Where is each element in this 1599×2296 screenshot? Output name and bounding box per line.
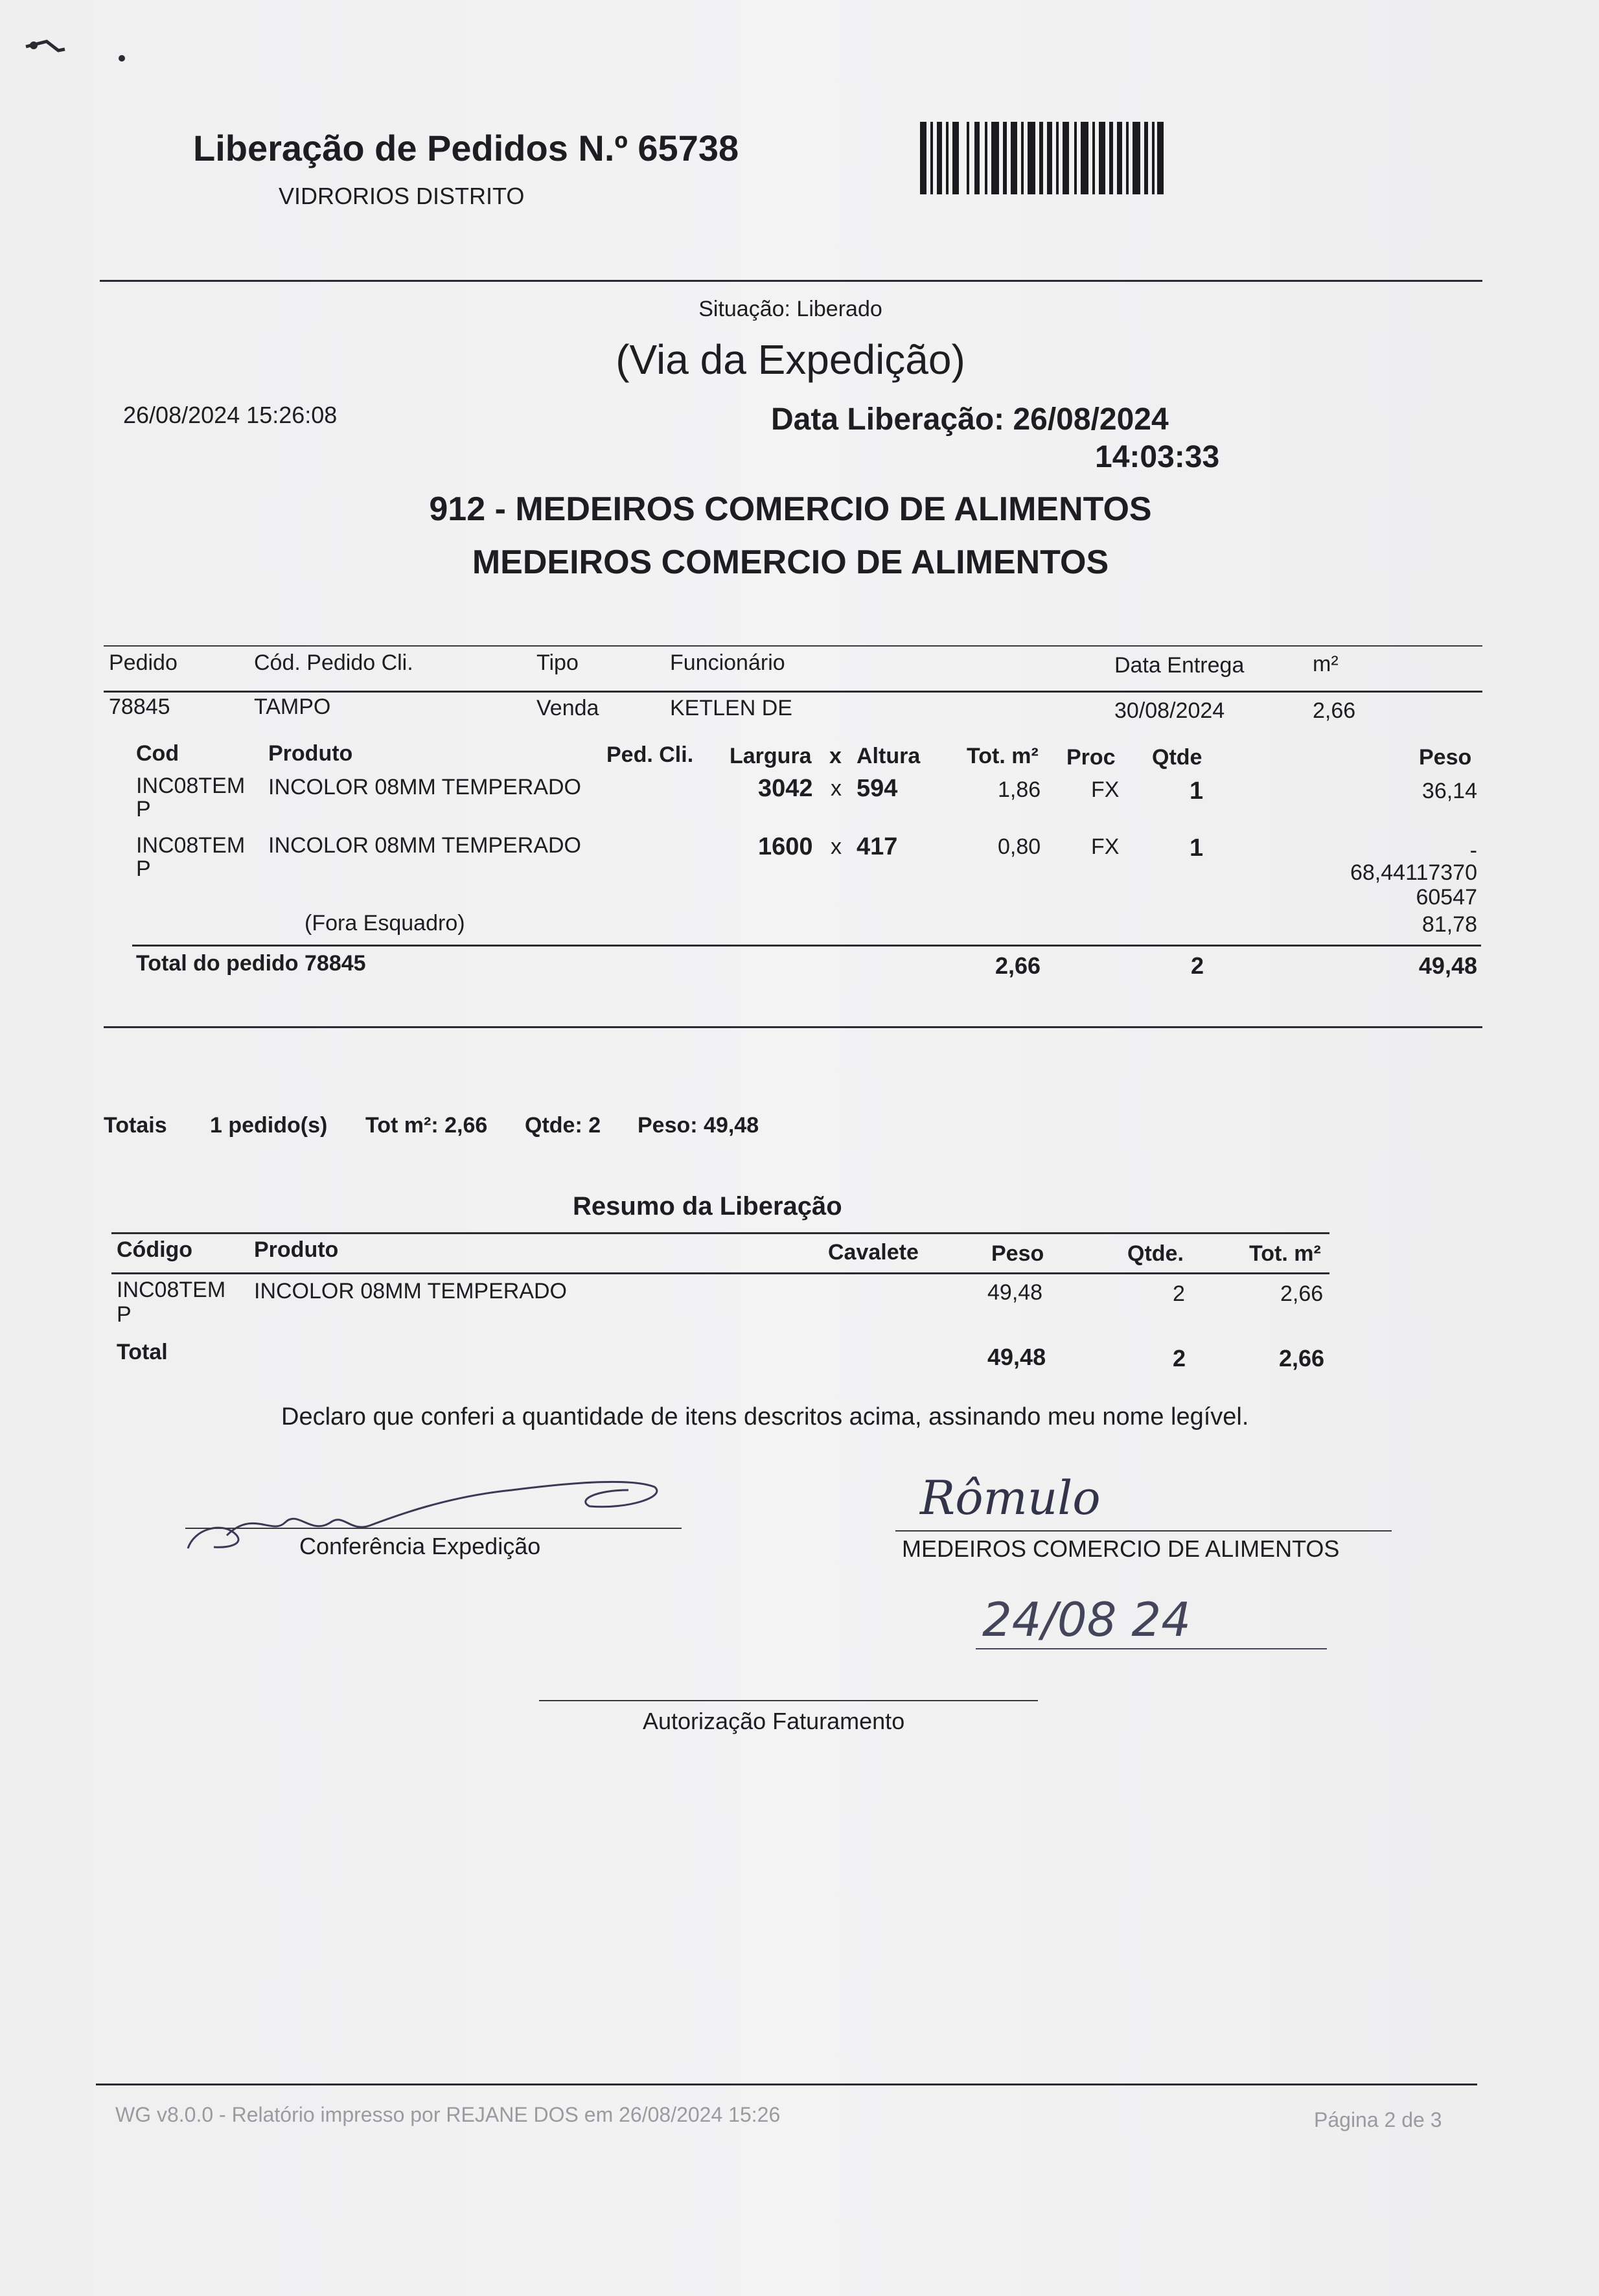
summary-header-codigo: Código — [117, 1237, 193, 1262]
col-header-tipo: Tipo — [536, 650, 579, 675]
item-1-largura: 3042 — [758, 775, 813, 802]
order-total-rule — [132, 945, 1481, 947]
item-header-altura: Altura — [857, 744, 921, 768]
order-tipo: Venda — [536, 696, 599, 720]
item-header-x: x — [829, 744, 842, 768]
summary-header-tot-m2: Tot. m² — [1249, 1241, 1321, 1266]
item-2-note: (Fora Esquadro) — [305, 911, 465, 936]
order-table-top-rule — [104, 645, 1482, 647]
item-2-x: x — [831, 834, 842, 859]
item-1-proc: FX — [1091, 777, 1120, 802]
signature-label-conferencia: Conferência Expedição — [299, 1533, 541, 1559]
totals-pedidos: 1 pedido(s) — [210, 1113, 328, 1138]
order-total-peso: 49,48 — [1418, 952, 1477, 979]
footer-page-number: Página 2 de 3 — [1314, 2108, 1442, 2131]
signature-label-client: MEDEIROS COMERCIO DE ALIMENTOS — [902, 1535, 1340, 1562]
page-title: Liberação de Pedidos N.º 65738 — [193, 128, 739, 168]
summary-total-qtde: 2 — [1173, 1345, 1186, 1372]
handwritten-date: 24/08 24 — [982, 1592, 1191, 1647]
item-1-produto: INCOLOR 08MM TEMPERADO — [268, 775, 582, 799]
item-2-tot-m2: 0,80 — [998, 834, 1041, 859]
order-total-qtde: 2 — [1191, 952, 1204, 979]
item-header-tot-m2: Tot. m² — [967, 744, 1039, 768]
summary-header-peso: Peso — [991, 1241, 1044, 1266]
item-header-proc: Proc — [1066, 745, 1116, 770]
summary-top-rule — [111, 1232, 1329, 1234]
company-name: VIDRORIOS DISTRITO — [279, 183, 525, 209]
col-header-pedido: Pedido — [109, 650, 178, 675]
signature-line-client — [895, 1530, 1392, 1532]
summary-row-produto: INCOLOR 08MM TEMPERADO — [254, 1279, 568, 1303]
item-1-altura: 594 — [857, 775, 898, 802]
order-pedido: 78845 — [109, 695, 170, 719]
item-2-peso-total: 81,78 — [1421, 912, 1477, 937]
summary-header-cavalete: Cavalete — [828, 1240, 919, 1265]
item-2-peso-value-cont: 60547 — [1416, 885, 1477, 910]
col-header-funcionario: Funcionário — [670, 650, 785, 675]
totals-tot-m2: Tot m²: 2,66 — [365, 1113, 488, 1138]
order-total-tot-m2: 2,66 — [995, 952, 1041, 979]
order-m2: 2,66 — [1313, 698, 1356, 723]
order-table-header-rule — [104, 691, 1482, 693]
summary-total-peso: 49,48 — [987, 1344, 1046, 1370]
order-funcionario: KETLEN DE — [670, 696, 792, 720]
item-2-qtde: 1 — [1190, 834, 1204, 862]
order-cod-pedido-cli: TAMPO — [254, 695, 331, 719]
summary-row-peso: 49,48 — [987, 1280, 1043, 1305]
barcode — [920, 122, 1164, 194]
item-header-produto: Produto — [268, 741, 353, 766]
handwritten-date-underline — [976, 1648, 1327, 1649]
totals-peso: Peso: 49,48 — [638, 1113, 759, 1138]
item-header-qtde: Qtde — [1152, 745, 1202, 770]
release-time: 14:03:33 — [1095, 440, 1220, 474]
item-2-altura: 417 — [857, 833, 898, 860]
declaration-text: Declaro que conferi a quantidade de itens descritos acima, assinando meu nome legível. — [281, 1403, 1249, 1430]
order-section-end-rule — [104, 1026, 1482, 1028]
item-2-proc: FX — [1091, 834, 1120, 859]
client-code-name: 912 - MEDEIROS COMERCIO DE ALIMENTOS — [429, 490, 1152, 528]
corner-speck-marks — [13, 32, 130, 71]
item-2-cod-cont: P — [136, 856, 151, 881]
item-1-cod: INC08TEM — [136, 774, 246, 798]
client-handwritten-signature: Rômulo — [920, 1471, 1101, 1525]
summary-header-rule — [111, 1272, 1329, 1274]
summary-total-label: Total — [117, 1340, 168, 1364]
item-1-peso: 36,14 — [1421, 779, 1477, 803]
item-header-peso: Peso — [1419, 745, 1472, 770]
footer-rule — [96, 2084, 1477, 2085]
summary-row-tot-m2: 2,66 — [1280, 1281, 1324, 1306]
summary-row-codigo-cont: P — [117, 1302, 132, 1327]
summary-row-codigo: INC08TEM — [117, 1278, 226, 1302]
summary-title: Resumo da Liberação — [573, 1192, 842, 1221]
item-2-largura: 1600 — [758, 833, 813, 860]
footer-printed-by: WG v8.0.0 - Relatório impresso por REJANE DOS em 26/08/2024 15:26 — [115, 2103, 781, 2126]
item-1-qtde: 1 — [1190, 777, 1204, 805]
status-text: Situação: Liberado — [698, 297, 882, 321]
summary-row-qtde: 2 — [1173, 1281, 1185, 1306]
totals-qtde: Qtde: 2 — [525, 1113, 601, 1138]
col-header-m2: m² — [1313, 652, 1339, 676]
totals-label: Totais — [104, 1113, 167, 1138]
item-1-cod-cont: P — [136, 797, 151, 821]
release-date: Data Liberação: 26/08/2024 — [771, 402, 1169, 437]
item-2-cod: INC08TEM — [136, 833, 246, 858]
signature-line-conferencia — [185, 1528, 682, 1529]
signature-label-autorizacao: Autorização Faturamento — [643, 1708, 905, 1734]
print-datetime: 26/08/2024 15:26:08 — [123, 402, 338, 428]
header-divider — [100, 280, 1482, 282]
order-total-label: Total do pedido 78845 — [136, 951, 366, 976]
order-data-entrega: 30/08/2024 — [1114, 698, 1225, 723]
item-2-peso-value: 68,44117370 — [1350, 860, 1477, 885]
copy-label: (Via da Expedição) — [615, 336, 965, 383]
col-header-cod-pedido-cli: Cód. Pedido Cli. — [254, 650, 413, 675]
summary-total-tot-m2: 2,66 — [1279, 1345, 1325, 1372]
item-2-peso-dash: - — [1469, 838, 1477, 863]
item-header-cod: Cod — [136, 741, 179, 766]
client-name: MEDEIROS COMERCIO DE ALIMENTOS — [472, 544, 1109, 581]
signature-line-autorizacao — [539, 1700, 1038, 1701]
item-1-tot-m2: 1,86 — [998, 777, 1041, 802]
item-header-ped-cli: Ped. Cli. — [606, 742, 694, 767]
item-1-x: x — [831, 776, 842, 801]
item-header-largura: Largura — [730, 744, 812, 768]
col-header-data-entrega: Data Entrega — [1114, 653, 1245, 678]
summary-header-qtde: Qtde. — [1127, 1241, 1184, 1266]
item-2-produto: INCOLOR 08MM TEMPERADO — [268, 833, 582, 858]
summary-header-produto: Produto — [254, 1237, 339, 1262]
